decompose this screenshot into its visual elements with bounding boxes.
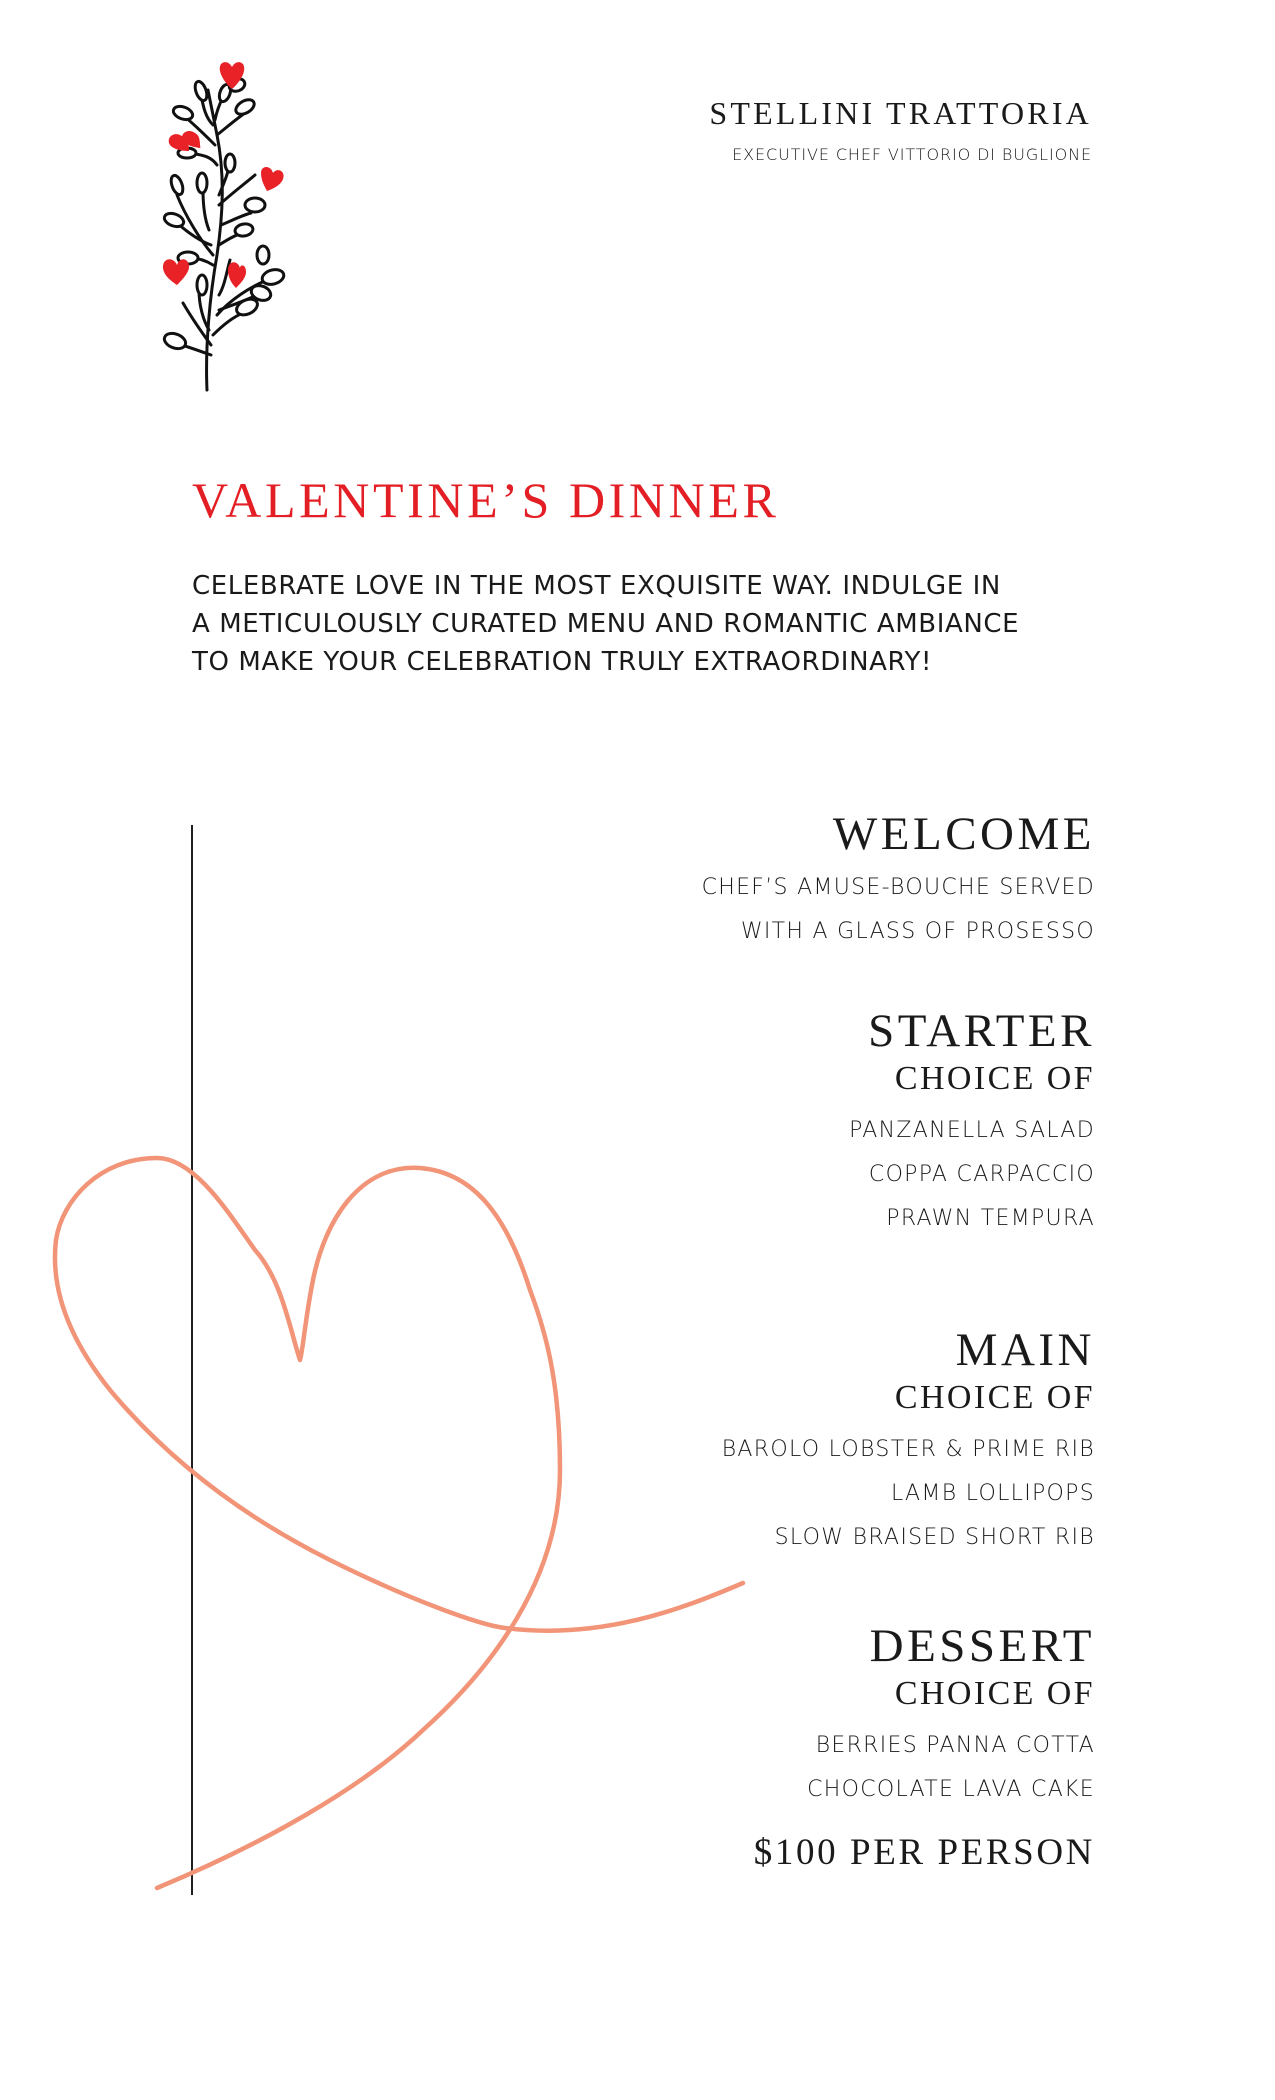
course-heading: WELCOME	[832, 808, 1095, 860]
course-heading: DESSERT	[869, 1620, 1095, 1672]
restaurant-name: STELLINI TRATTORIA	[709, 95, 1092, 131]
price-per-person: $100 PER PERSON	[753, 1832, 1095, 1873]
intro-line: TO MAKE YOUR CELEBRATION TRULY EXTRAORDINARY!	[192, 647, 933, 677]
choice-of-label: CHOICE OF	[894, 1675, 1095, 1712]
menu-item: WITH A GLASS OF PROSESSO	[740, 919, 1095, 944]
menu-section-welcome	[702, 808, 1095, 954]
choice-of-label: CHOICE OF	[894, 1060, 1095, 1097]
menu-section-starter	[849, 1005, 1095, 1241]
course-heading: MAIN	[955, 1324, 1095, 1376]
menu-item: CHEF’S AMUSE-BOUCHE SERVED	[701, 875, 1095, 900]
menu-item: COPPA CARPACCIO	[868, 1162, 1095, 1187]
choice-of-label: CHOICE OF	[894, 1379, 1095, 1416]
menu-item: PRAWN TEMPURA	[886, 1206, 1095, 1231]
menu-item: PANZANELLA SALAD	[849, 1118, 1095, 1143]
menu-item: CHOCOLATE LAVA CAKE	[807, 1777, 1095, 1802]
course-heading: STARTER	[868, 1005, 1095, 1057]
intro-line: CELEBRATE LOVE IN THE MOST EXQUISITE WAY. INDULGE IN	[192, 571, 1001, 601]
page-title: VALENTINE’S DINNER	[192, 472, 780, 528]
menu-item: LAMB LOLLIPOPS	[891, 1481, 1095, 1506]
menu-item: BAROLO LOBSTER & PRIME RIB	[721, 1437, 1095, 1462]
menu-section-main	[722, 1324, 1095, 1560]
menu-item: BERRIES PANNA COTTA	[815, 1733, 1095, 1758]
executive-chef-line: EXECUTIVE CHEF VITTORIO DI BUGLIONE	[732, 145, 1092, 164]
menu-item: SLOW BRAISED SHORT RIB	[774, 1525, 1095, 1550]
intro-line: A METICULOUSLY CURATED MENU AND ROMANTIC AMBIANCE	[192, 609, 1020, 639]
menu-section-dessert	[807, 1620, 1095, 1812]
